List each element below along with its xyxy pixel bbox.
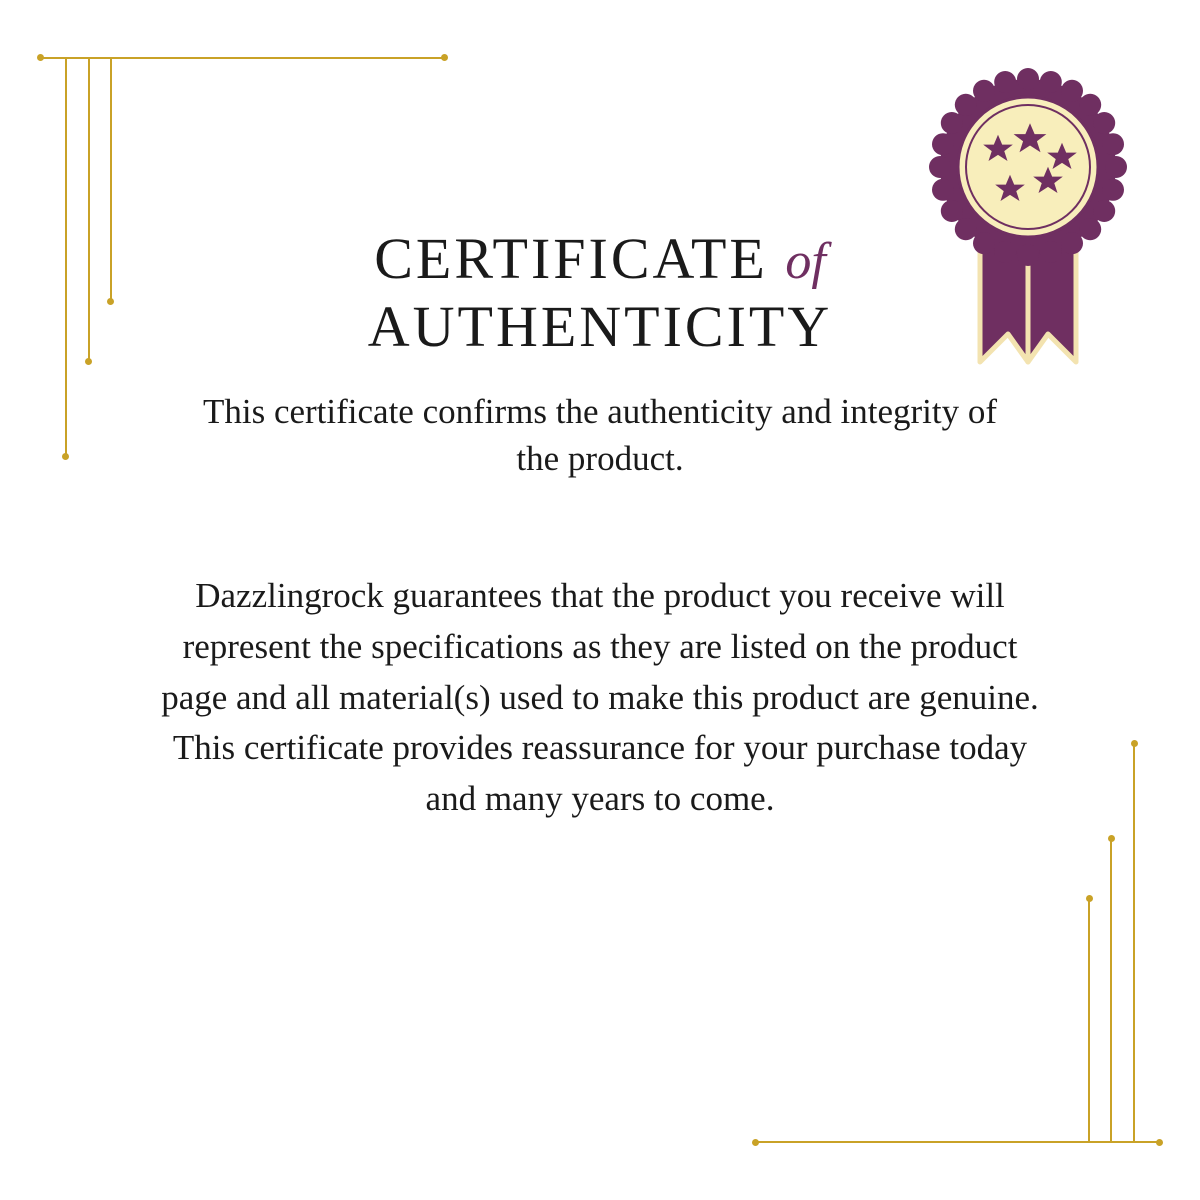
certificate-body bbox=[150, 571, 1050, 825]
title-of: of bbox=[785, 233, 826, 290]
page-title bbox=[105, 225, 1095, 362]
title-second-line: AUTHENTICITY bbox=[367, 294, 833, 360]
certificate-subtitle: This certificate confirms the authenticity and integrity of the product. bbox=[202, 391, 998, 479]
certificate-body-paragraph: Dazzlingrock guarantees that the product you receive will represent the specifications as they are listed on the product page and all material(s) used to make this product are genuine. This certificate provides reassurance for your purchase today and many years to come. bbox=[161, 576, 1039, 819]
title-main: CERTIFICATE bbox=[374, 226, 768, 291]
